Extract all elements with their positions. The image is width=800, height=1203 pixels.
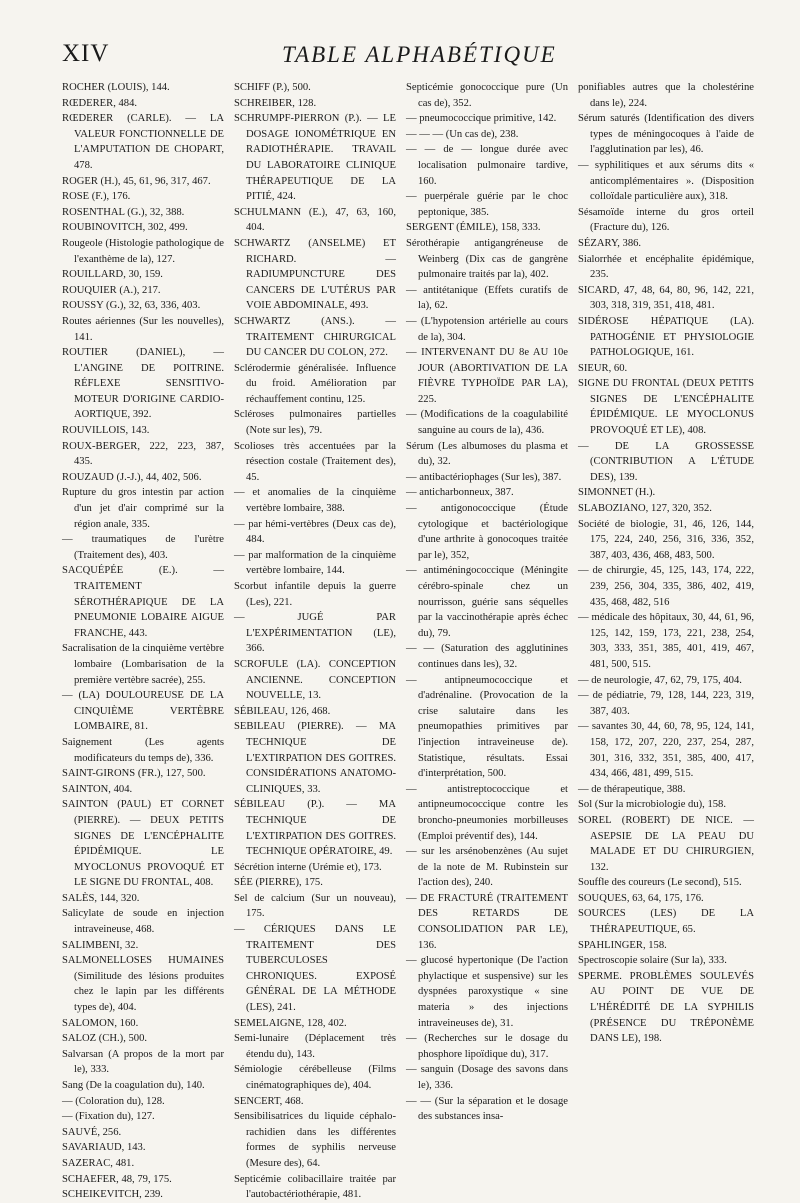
index-entry: SOURCES (LES) DE LA THÉRAPEUTIQUE, 65. (578, 908, 754, 936)
index-entry: — savantes 30, 44, 60, 78, 95, 124, 141, 158, 172, 207, 220, 237, 254, 287, 301, 316, 332, 351, 385, 400, 417, 434, 466, 481, 499, 515. (578, 721, 754, 780)
index-entry: SLABOZIANO, 127, 320, 352. (578, 503, 712, 515)
index-entry: SOREL (ROBERT) DE NICE. — ASEPSIE DE LA PEAU DU MALADE ET DU CHIRURGIEN, 132. (578, 814, 754, 873)
index-entry: Scolioses très accentuées par la résection costale (Traitement des), 45. (234, 440, 396, 483)
index-entry: SEBILEAU (PIERRE). — MA TECHNIQUE DE L'EXTIRPATION DES GOITRES. CONSIDÉRATIONS ANATOMO-CLINIQUES, 33. (234, 721, 396, 795)
index-entry: — — — (Un cas de), 238. (406, 128, 519, 140)
index-entry: SALOZ (CH.), 500. (62, 1033, 148, 1045)
index-entry: Sol (Sur la microbiologie du), 158. (578, 799, 727, 811)
index-entry: SEMELAIGNE, 128, 402. (234, 1017, 347, 1029)
index-entry: SÉBILEAU (P.). — MA TECHNIQUE DE L'EXTIRPATION DES GOITRES. TECHNIQUE OPÉRATOIRE, 49. (234, 799, 396, 858)
index-entry: SÉZARY, 386. (578, 237, 642, 249)
index-entry: Sang (De la coagulation du), 140. (62, 1080, 205, 1091)
index-entry: Spectroscopie solaire (Sur la), 333. (578, 955, 727, 967)
index-entry: ponifiables autres que la cholestérine dans le), 224. (578, 82, 754, 109)
index-entry: ROUSSY (G.), 32, 63, 336, 403. (62, 300, 201, 312)
index-entry: SAINTON, 404. (62, 783, 133, 795)
index-entry: Souffle des coureurs (Le second), 515. (578, 877, 742, 889)
index-entry: Sésamoïde interne du gros orteil (Fracture du), 126. (578, 206, 754, 234)
index-entry: Sacralisation de la cinquième vertèbre lombaire (Lombarisation de la première vertèbre sacrée), 255. (62, 643, 224, 686)
index-entry: — de pédiatrie, 79, 128, 144, 223, 319, 387, 403. (578, 690, 754, 717)
index-entry: SCHWARTZ (ANSELME) ET RICHARD. — RADIUMPUNCTURE DES CANCERS DE L'UTÉRUS PAR VOIE ABDOMINALE, 493. (234, 237, 396, 312)
index-entry: SCHEIKEVITCH, 239. (62, 1189, 163, 1201)
index-entry: Septicémie gonococcique pure (Un cas de), 352. (406, 82, 568, 109)
index-entry: — (Recherches sur le dosage du phosphore lipoïdique du), 317. (406, 1033, 568, 1060)
index-entry: — syphilitiques et aux sérums dits « anticomplémentaires ». (Disposition colloïdale particulière aux), 318. (578, 159, 754, 203)
index-entry: Semi-lunaire (Déplacement très étendu du), 143. (234, 1033, 396, 1060)
index-entry: — puerpérale guérie par le choc peptonique, 385. (406, 191, 568, 218)
index-entry: SACQUÉPÉE (E.). — TRAITEMENT SÉROTHÉRAPIQUE DE LA PNEUMONIE LOBAIRE AIGUE FRANCHE, 443. (62, 565, 224, 639)
index-entry: — CÉRIQUES DANS LE TRAITEMENT DES TUBERCULOSES CHRONIQUES. EXPOSÉ GÉNÉRAL DE LA MÉTHODE (LES), 241. (234, 924, 396, 1014)
index-entry: ROUBINOVITCH, 302, 499. (62, 222, 188, 234)
index-entry: — — (Saturation des agglutinines continues dans les), 32. (406, 643, 568, 670)
index-entry: — INTERVENANT DU 8e AU 10e JOUR (ABORTIVATION DE LA FIÈVRE TYPHOÏDE PAR LA), 225. (406, 347, 568, 405)
index-entry: Scorbut infantile depuis la guerre (Les), 221. (234, 581, 396, 608)
index-entry: SCROFULE (LA). CONCEPTION ANCIENNE. CONCEPTION NOUVELLE, 13. (234, 658, 396, 702)
index-entry: — (LA) DOULOUREUSE DE LA CINQUIÈME VERTÈBRE LOMBAIRE, 81. (62, 690, 224, 733)
running-title: TABLE ALPHABÉTIQUE (282, 42, 557, 67)
index-entry: SALMONELLOSES HUMAINES (Similitude des lésions produites chez le lapin par les différents types de), 404. (62, 955, 224, 1014)
index-entry: ROUTIER (DANIEL), — L'ANGINE DE POITRINE. RÉFLEXE SENSITIVO-MOTEUR D'ORIGINE CARDIO-AORTIQUE, 392. (62, 347, 224, 421)
index-entry: — anticharbonneux, 387. (406, 487, 514, 499)
index-entry: — sur les arsénobenzènes (Au sujet de la note de M. Rubinstein sur l'action des), 240. (406, 846, 568, 889)
index-entry: — — (Sur la séparation et le dosage des substances insa- (406, 1095, 568, 1123)
index-entry: — (Modifications de la coagulabilité sanguine au cours de la), 436. (406, 409, 568, 437)
index-entry: SAZERAC, 481. (62, 1157, 135, 1169)
index-entry: ROUX-BERGER, 222, 223, 387, 435. (62, 440, 224, 468)
index-entry: Société de biologie, 31, 46, 126, 144, 175, 224, 240, 256, 316, 336, 352, 387, 403, 436, 468, 483, 500. (578, 518, 754, 561)
index-entry: Sécrétion interne (Urémie et), 173. (234, 861, 382, 873)
index-entry: SOUQUES, 63, 64, 175, 176. (578, 892, 704, 904)
index-entry: ROUILLARD, 30, 159. (62, 269, 163, 281)
index-entry: — (Coloration du), 128. (62, 1095, 165, 1107)
index-entry: — antibactériophages (Sur les), 387. (406, 471, 562, 483)
index-entry: SPAHLINGER, 158. (578, 939, 667, 951)
index-entry: SERGENT (ÉMILE), 158, 333. (406, 222, 541, 234)
index-entry: ROUZAUD (J.-J.), 44, 402, 506. (62, 471, 202, 483)
index-entry: Sérothérapie antigangréneuse de Weinberg (Dix cas de gangrène pulmonaire traités par la), 402. (406, 237, 568, 281)
index-entry: — par hémi-vertèbres (Deux cas de), 484. (234, 518, 396, 546)
page-header (62, 38, 760, 78)
index-entry: SÉBILEAU, 126, 468. (234, 705, 331, 717)
index-entry: — pneumococcique primitive, 142. (406, 113, 557, 125)
index-entry: Salicylate de soude en injection intraveineuse, 468. (62, 908, 224, 936)
index-entry: — antistreptococcique et antipneumococcique contre les broncho-pneumonies morbilleuses (Emploi préventif des), 144. (406, 783, 568, 842)
index-columns (62, 80, 768, 1201)
index-entry: SIGNE DU FRONTAL (DEUX PETITS SIGNES DE L'ENCÉPHALITE ÉPIDÉMIQUE. LE MYOCLONUS PROVOQUÉ ET LE), 408. (578, 378, 754, 437)
index-entry: Sialorrhée et encéphalite épidémique, 235. (578, 253, 754, 281)
index-entry: — DE FRACTURÉ (TRAITEMENT DES RETARDS DE CONSOLIDATION PAR LE), 136. (406, 892, 568, 951)
index-entry: Septicémie colibacillaire traitée par l'autobactériothérapie, 481. (234, 1173, 396, 1201)
index-entry: RŒDERER (CARLE). — LA VALEUR FONCTIONNELLE DE L'AMPUTATION DE CHOPART, 478. (62, 113, 224, 171)
index-entry: Sensibilisatrices du liquide céphalo-rachidien dans les différentes formes de syphilis nerveuse (Mesure des), 64. (234, 1111, 396, 1169)
index-column-4 (578, 80, 754, 1140)
index-entry: — et anomalies de la cinquième vertèbre lombaire, 388. (234, 487, 396, 515)
index-entry: — (Fixation du), 127. (62, 1111, 155, 1123)
index-entry: SAUVÉ, 256. (62, 1126, 122, 1138)
index-entry: SCHULMANN (E.), 47, 63, 160, 404. (234, 206, 396, 234)
index-entry: RŒDERER, 484. (62, 97, 138, 109)
index-entry: ROSE (F.), 176. (62, 191, 131, 203)
page-number: XIV (62, 40, 110, 67)
index-entry: Routes aériennes (Sur les nouvelles), 141. (62, 315, 224, 343)
index-entry: Sérum saturés (Identification des divers types de méningocoques à l'aide de l'agglutination par les), 46. (578, 113, 754, 156)
index-entry: — antiméningococcique (Méningite cérébro-spinale chez un nourrisson, guérie sans séquelles par la vaccinothérapie après échec du), 79. (406, 565, 568, 639)
index-entry: SCHREIBER, 128. (234, 97, 317, 109)
index-entry: SPERME. PROBLÈMES SOULEVÉS AU POINT DE VUE DE L'HÉRÉDITÉ DE LA SYPHILIS (PRÉSENCE DU TRÉPONÈME DANS LE), 198. (578, 970, 754, 1045)
index-entry: — antipneumococcique et d'adrénaline. (Provocation de la crise salutaire dans les pneumopathies primitives par l'injection intraveineuse de). Statistique, résultats. Essai d'interprétation, 500. (406, 674, 568, 780)
index-entry: SÉE (PIERRE), 175. (234, 877, 323, 889)
index-entry: Saignement (Les agents modificateurs du temps de), 336. (62, 736, 224, 764)
index-entry: — traumatiques de l'urètre (Traitement des), 403. (62, 534, 224, 561)
index-entry: ROCHER (LOUIS), 144. (62, 82, 170, 93)
index-entry: Salvarsan (A propos de la mort par le), 333. (62, 1048, 224, 1076)
index-entry: ROGER (H.), 45, 61, 96, 317, 467. (62, 175, 211, 187)
index-entry: — par malformation de la cinquième vertèbre lombaire, 144. (234, 549, 396, 577)
index-entry: SAVARIAUD, 143. (62, 1142, 146, 1154)
index-entry: SALOMON, 160. (62, 1017, 139, 1029)
index-entry: — de thérapeutique, 388. (578, 783, 686, 795)
index-entry: SAINT-GIRONS (FR.), 127, 500. (62, 768, 206, 780)
index-entry: Sel de calcium (Sur un nouveau), 175. (234, 892, 396, 920)
index-entry: — glucosé hypertonique (De l'action phylactique et suspensive) sur les dyspnées paroxystique « sine materia » des injections intraveineuses de), 31. (406, 955, 568, 1029)
index-entry: — de chirurgie, 45, 125, 143, 174, 222, 239, 256, 304, 335, 386, 402, 419, 435, 468, 482, 516 (578, 565, 754, 608)
index-entry: Sémiologie cérébelleuse (Films cinématographiques de), 404. (234, 1064, 396, 1091)
index-entry: — médicale des hôpitaux, 30, 44, 61, 96, 125, 142, 159, 173, 221, 238, 254, 303, 333, 351, 385, 401, 419, 467, 481, 500, 515. (578, 612, 754, 670)
index-entry: — de neurologie, 47, 62, 79, 175, 404. (578, 674, 742, 686)
index-entry: SCHIFF (P.), 500. (234, 82, 311, 93)
index-entry: — (L'hypotension artérielle au cours de la), 304. (406, 315, 568, 343)
index-entry: Scléroses pulmonaires partielles (Note sur les), 79. (234, 409, 396, 437)
index-column-2 (234, 80, 396, 1201)
index-entry: SIMONNET (H.). (578, 487, 656, 499)
index-entry: SIEUR, 60. (578, 362, 628, 374)
index-entry: SIDÉROSE HÉPATIQUE (LA). PATHOGÉNIE ET PHYSIOLOGIE PATHOLOGIQUE, 161. (578, 315, 754, 359)
index-column-1 (62, 80, 224, 1201)
index-entry: Rougeole (Histologie pathologique de l'exanthème de la), 127. (62, 237, 224, 265)
index-entry: — sanguin (Dosage des savons dans le), 336. (406, 1064, 568, 1091)
index-entry: Sclérodermie généralisée. Influence du froid. Amélioration par réchauffement continu, 125. (234, 362, 396, 405)
index-entry: ROUVILLOIS, 143. (62, 425, 150, 437)
index-entry: — JUGÉ PAR L'EXPÉRIMENTATION (LE), 366. (234, 612, 396, 655)
index-entry: Rupture du gros intestin par action d'un jet d'air comprimé sur la région anale, 335. (62, 487, 224, 530)
index-entry: SCHWARTZ (ANS.). — TRAITEMENT CHIRURGICAL DU CANCER DU COLON, 272. (234, 315, 396, 359)
index-entry: SCHAEFER, 48, 79, 175. (62, 1173, 172, 1185)
index-entry: — antigonococcique (Étude cytologique et bactériologique d'une arthrite à gonocoques traitée par le), 352, (406, 503, 568, 561)
index-entry: SENCERT, 468. (234, 1095, 304, 1107)
index-entry: — DE LA GROSSESSE (CONTRIBUTION A L'ÉTUDE DES), 139. (578, 440, 754, 483)
index-entry: ROSENTHAL (G.), 32, 388. (62, 206, 185, 218)
index-entry: — antitétanique (Effets curatifs de la), 62. (406, 284, 568, 312)
index-entry: SAINTON (PAUL) ET CORNET (PIERRE). — DEUX PETITS SIGNES DE L'ENCÉPHALITE ÉPIDÉMIQUE. LE MYOCLONUS PROVOQUÉ ET LE SIGNE DU FRONTAL, 408. (62, 799, 224, 889)
index-column-3 (406, 80, 568, 1140)
index-entry: ROUQUIER (A.), 217. (62, 284, 161, 296)
index-entry: Sérum (Les albumoses du plasma et du), 32. (406, 440, 568, 468)
index-entry: SALIMBENI, 32. (62, 939, 139, 951)
index-entry: SALÈS, 144, 320. (62, 892, 140, 904)
index-entry: SCHRUMPF-PIERRON (P.). — LE DOSAGE IONOMÉTRIQUE EN RADIOTHÉRAPIE. TRAVAIL DU LABORATOIRE CLINIQUE THÉRAPEUTIQUE DE LA PITIÉ, 424. (234, 113, 396, 203)
index-entry: — — de — longue durée avec localisation pulmonaire tardive, 160. (406, 144, 568, 187)
index-entry: SICARD, 47, 48, 64, 80, 96, 142, 221, 303, 318, 319, 351, 418, 481. (578, 284, 754, 312)
